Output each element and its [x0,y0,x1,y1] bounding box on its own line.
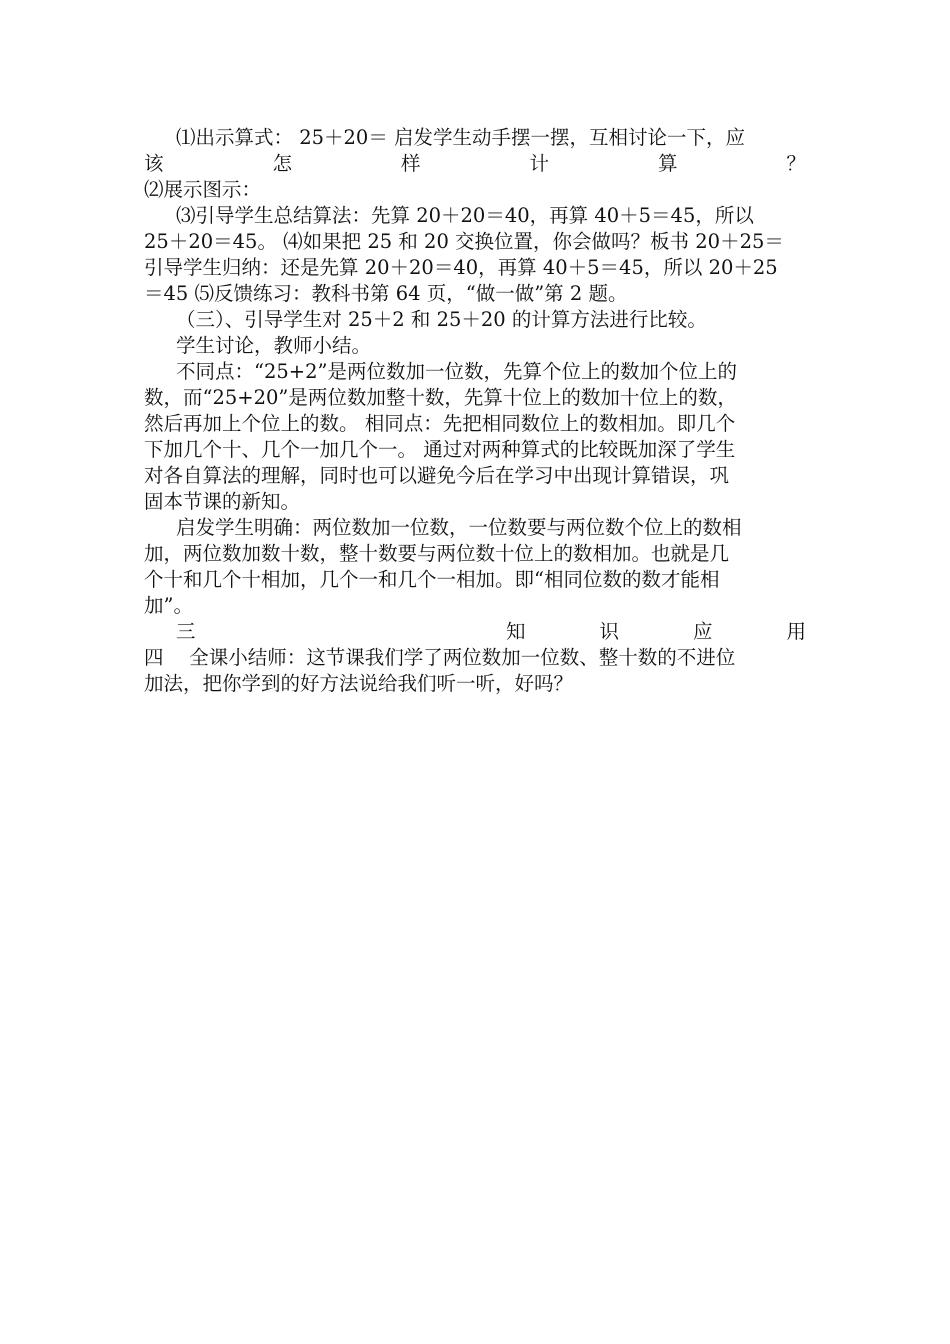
text-line: 加，两位数加数十数，整十数要与两位数十位上的数相加。也就是几 [144,542,730,565]
spread-char: 怎 [272,152,292,175]
text-line: 下加几个十、几个一加几个一。 通过对两种算式的比较既加深了学生 [144,438,736,461]
text-line: ＝45 ⑸反馈练习：教科书第 64 页，“做一做”第 2 题。 [144,282,628,305]
spread-char: 计 [529,152,549,175]
text-line: 加”。 [144,594,193,617]
text-line: 不同点：“25+2”是两位数加一位数，先算个位上的数加个位上的 [176,360,737,383]
spread-char: 用 [786,620,806,643]
spread-char: 样 [400,152,421,175]
spread-char: 三 [176,620,196,643]
text-line: 然后再加上个位上的数。 相同点：先把相同数位上的数相加。即几个 [144,412,736,435]
text-line: 四 全课小结师：这节课我们学了两位数加一位数、整十数的不进位 [144,646,736,669]
text-line: 个十和几个十相加，几个一和几个一相加。即“相同位数的数才能相 [144,568,720,591]
spread-line [144,619,806,645]
text-line: ⑴出示算式： 25＋20＝ 启发学生动手摆一摆，互相讨论一下，应 [176,126,746,149]
text-line: 固本节课的新知。 [144,490,301,513]
text-line: 25＋20＝45。 ⑷如果把 25 和 20 交换位置，你会做吗？板书 20＋25＝ [144,230,784,253]
text-line: ⑶引导学生总结算法：先算 20＋20＝40，再算 40＋5＝45，所以 [176,204,754,227]
spread-char: ？ [786,152,806,175]
spread-char: 知 [506,620,526,643]
text-line: 启发学生明确：两位数加一位数，一位数要与两位数个位上的数相 [176,516,742,539]
text-line: 对各自算法的理解，同时也可以避免今后在学习中出现计算错误，巩 [144,464,730,487]
spread-char: 算 [657,152,678,175]
text-line: 数，而“25+20”是两位数加整十数，先算十位上的数加十位上的数， [144,386,737,409]
spread-char: 该 [144,152,164,175]
text-line: （三）、引导学生对 25＋2 和 25＋20 的计算方法进行比较。 [176,308,707,331]
text-line: 加法，把你学到的好方法说给我们听一听，好吗？ [144,672,574,695]
spread-char: 应 [692,620,713,643]
text-line: 引导学生归纳：还是先算 20＋20＝40，再算 40＋5＝45，所以 20＋25 [144,256,778,279]
document-body [144,125,806,697]
spread-char: 识 [599,620,619,643]
text-line: 学生讨论，教师小结。 [176,334,372,357]
spread-line [144,151,806,177]
text-line: ⑵展示图示： [144,178,262,201]
